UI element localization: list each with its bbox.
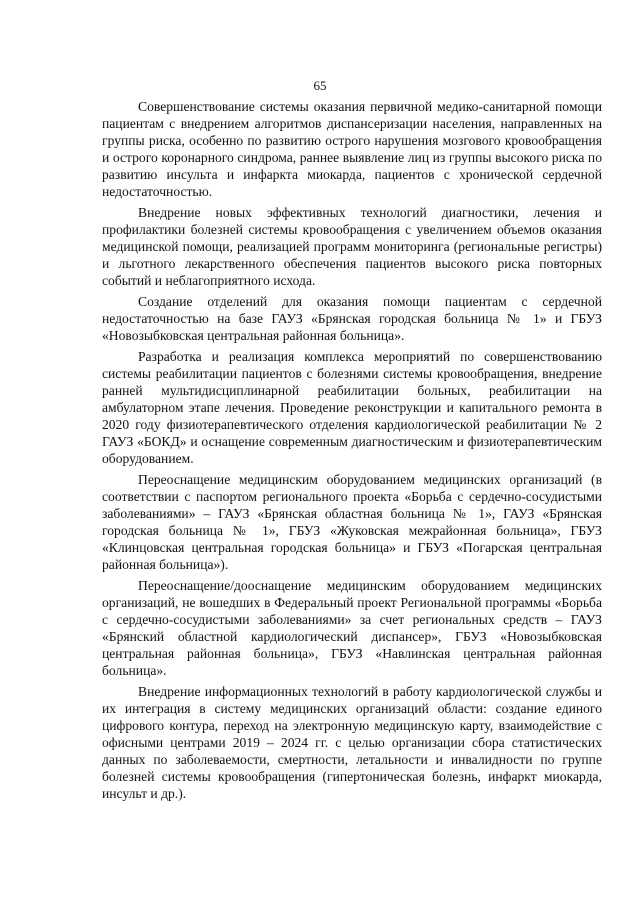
paragraph: Создание отделений для оказания помощи пациентам с сердечной недостаточностью на базе ГАУЗ «Брянская городская больница № 1» и ГБУЗ «Новозыбковская центральная районная больница». [102,294,602,343]
paragraph: Разработка и реализация комплекса мероприятий по совершенствованию системы реабилитации пациентов с болезнями системы кровообращения, внедрение ранней мультидисциплинарной реабилитации больных, реабилитации на амбулаторном этапе лечения. Проведение реконструкции и капитального ремонта в 2020 году физиотерапевтического отделения кардиологической реабилитации № 2 ГАУЗ «БОКД» и оснащение современным диагностическим и физиотерапевтическим оборудованием. [102,349,602,466]
paragraph: Внедрение новых эффективных технологий диагностики, лечения и профилактики болезней системы кровообращения с увеличением объемов оказания медицинской помощи, реализацией программ мониторинга (региональные регистры) и льготного лекарственного обеспечения пациентов высокого риска повторных событий и неблагоприятного исхода. [102,205,602,288]
page-number: 65 [313,78,327,93]
paragraph: Переоснащение медицинским оборудованием медицинских организаций (в соответствии с паспортом регионального проекта «Борьба с сердечно-сосудистыми заболеваниями» – ГАУЗ «Брянская областная больница № 1», ГАУЗ «Брянская городская больница № 1», ГБУЗ «Жуковская межрайонная больница», ГБУЗ «Клинцовская центральная городская больница» и ГБУЗ «Погарская центральная районная больница»). [102,472,602,572]
paragraph: Внедрение информационных технологий в работу кардиологической службы и их интеграция в систему медицинских организаций области: создание единого цифрового контура, переход на электронную медицинскую карту, взаимодействие с офисными центрами 2019 – 2024 гг. с целью организации сбора статистических данных по заболеваемости, смертности, летальности и инвалидности по группе болезней системы кровообращения (гипертоническая болезнь, инфаркт миокарда, инсульт и др.). [102,684,602,801]
body-text [102,98,602,806]
paragraph: Переоснащение/дооснащение медицинским оборудованием медицинских организаций, не вошедших в Федеральный проект Региональной программы «Борьба с сердечно-сосудистыми заболеваниями» за счет региональных средств – ГАУЗ «Брянский областной кардиологический диспансер», ГБУЗ «Новозыбковская центральная районная больница», ГБУЗ «Навлинская центральная районная больница». [102,578,602,678]
paragraph: Совершенствование системы оказания первичной медико-санитарной помощи пациентам с внедрением алгоритмов диспансеризации населения, направленных на группы риска, особенно по развитию острого нарушения мозгового кровообращения и острого коронарного синдрома, раннее выявление лиц из группы высокого риска по развитию инсульта и инфаркта миокарда, пациентов с хронической сердечной недостаточностью. [102,99,602,199]
